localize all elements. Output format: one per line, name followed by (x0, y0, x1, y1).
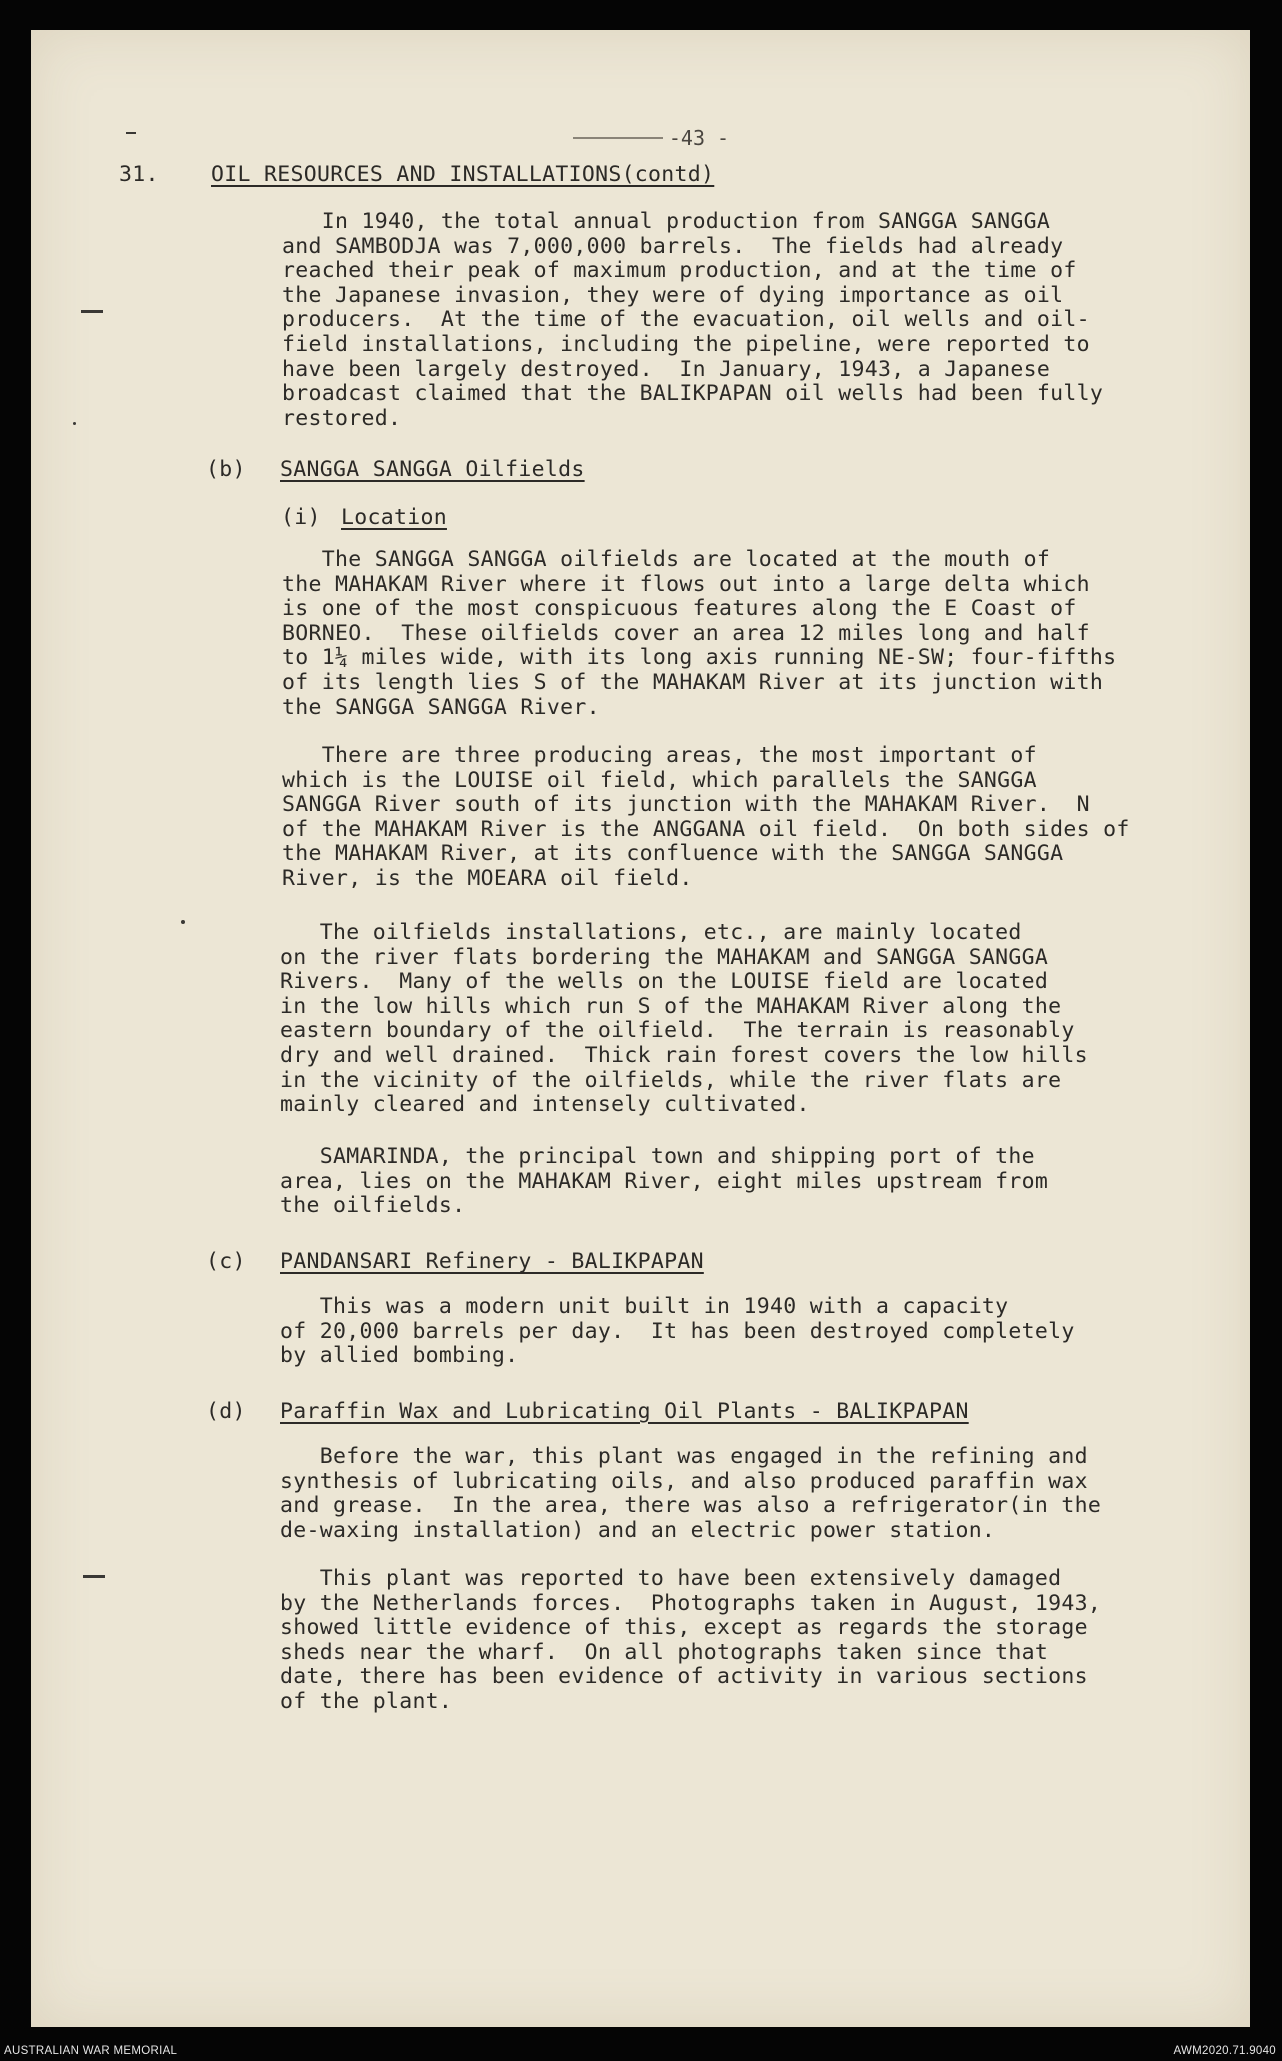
intro-paragraph: In 1940, the total annual production from SANGGA SANGGA and SAMBODJA was 7,000,000 barrels. The fields had already reached their peak of maximum production, and at the time of the Japanese invasion, they were of dying importance as oil producers. At the time of the evacuation, oil wells and oil- field installations, including the pipeline, were reported to have been largely destroyed. In January, 1943, a Japanese broadcast claimed that the BALIKPAPAN oil wells had been fully restored. (282, 209, 1104, 431)
subsection-b-label: (b) (206, 457, 246, 482)
location-paragraph-4: SAMARINDA, the principal town and shipping port of the area, lies on the MAHAKAM River, eight miles upstream from the oilfields. (280, 1144, 1049, 1219)
subsection-c-label: (c) (206, 1249, 246, 1274)
footer-accession-number: AWM2020.71.9040 (1173, 2045, 1276, 2057)
wax-plant-paragraph-2: This plant was reported to have been extensively damaged by the Netherlands forces. Photographs taken in August, 1943, showed little evidence of this, except as regards the storage sheds near the wharf. On all photographs taken since that date, there has been evidence of activity in various sections of the plant. (280, 1566, 1102, 1714)
document-page (31, 30, 1250, 2027)
section-number: 31. (119, 162, 159, 187)
subsection-d-label: (d) (206, 1399, 246, 1424)
ink-speck (126, 132, 136, 134)
page-number: -43 - (531, 126, 771, 150)
ink-speck (181, 920, 185, 924)
crossed-out-annotation (573, 137, 663, 139)
refinery-paragraph: This was a modern unit built in 1940 with a capacity of 20,000 barrels per day. It has been destroyed completely by allied bombing. (280, 1294, 1075, 1369)
subsection-d-heading: Paraffin Wax and Lubricating Oil Plants - BALIKPAPAN (280, 1399, 969, 1424)
location-paragraph-2: There are three producing areas, the most important of which is the LOUISE oil field, which parallels the SANGGA SANGGA River south of its junction with the MAHAKAM River. N of the MAHAKAM River is the ANGGANA oil field. On both sides of the MAHAKAM River, at its confluence with the SANGGA SANGGA River, is the MOEARA oil field. (282, 743, 1130, 891)
location-paragraph-1: The SANGGA SANGGA oilfields are located at the mouth of the MAHAKAM River where it flows out into a large delta which is one of the most conspicuous features along the E Coast of BORNEO. These oilfields cover an area 12 miles long and half to 1¼ miles wide, with its long axis running NE-SW; four-fifths of its length lies S of the MAHAKAM River at its junction with the SANGGA SANGGA River. (282, 547, 1117, 720)
subsection-b-heading: SANGGA SANGGA Oilfields (280, 457, 585, 482)
wax-plant-paragraph-1: Before the war, this plant was engaged in the refining and synthesis of lubricating oils, and also produced paraffin wax and grease. In the area, there was also a refrigerator(in the de-waxing installation) and an electric power station. (280, 1444, 1102, 1543)
subsection-i-label: (i) (281, 505, 321, 530)
margin-mark (81, 310, 103, 313)
location-paragraph-3: The oilfields installations, etc., are mainly located on the river flats bordering the MAHAKAM and SANGGA SANGGA Rivers. Many of the wells on the LOUISE field are located in the low hills which run S of the MAHAKAM River along the eastern boundary of the oilfield. The terrain is reasonably dry and well drained. Thick rain forest covers the low hills in the vicinity of the oilfields, while the river flats are mainly cleared and intensely cultivated. (280, 920, 1088, 1118)
margin-mark (83, 1575, 105, 1578)
section-heading: OIL RESOURCES AND INSTALLATIONS(contd) (211, 162, 715, 187)
subsection-i-heading: Location (341, 505, 447, 530)
ink-speck (73, 422, 76, 425)
subsection-c-heading: PANDANSARI Refinery - BALIKPAPAN (280, 1249, 704, 1274)
footer-archive-name: AUSTRALIAN WAR MEMORIAL (4, 2045, 178, 2057)
